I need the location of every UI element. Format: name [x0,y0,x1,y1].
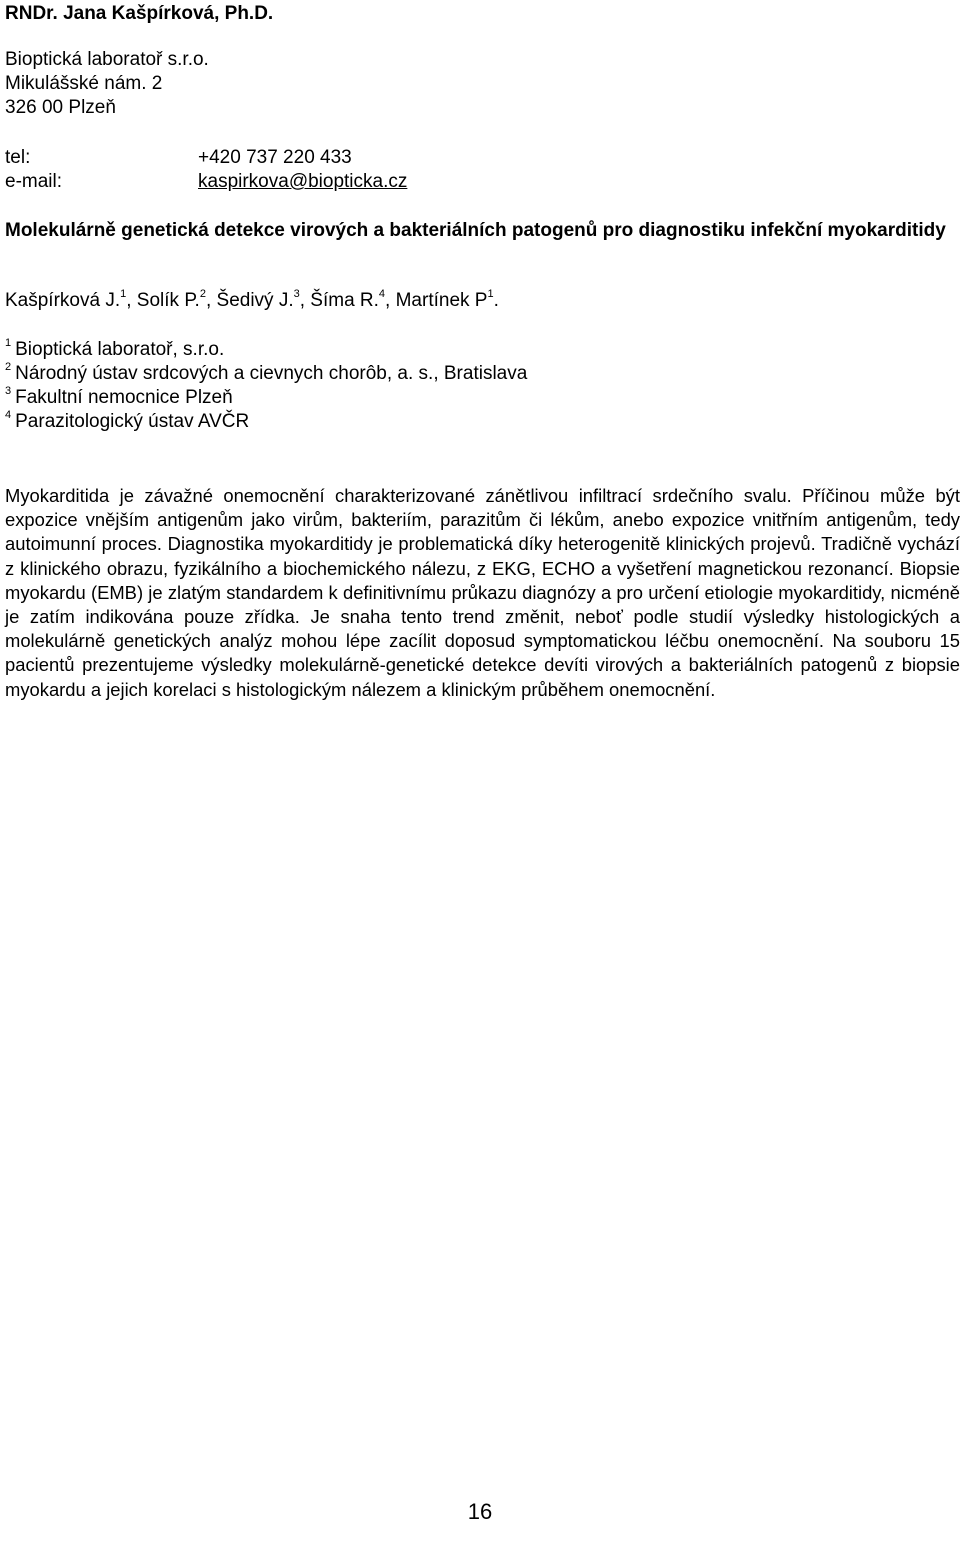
author-separator: , [385,290,396,311]
author-entry [5,290,137,311]
author-list [5,289,499,315]
author-affil-ref: 1 [120,288,127,300]
paper-title: Molekulárně genetická detekce virových a bakteriálních patogenů pro diagnostiku infekční myokarditidy [5,220,946,241]
email-row [5,170,605,194]
affiliation-item [5,386,527,410]
author-separator: , [126,290,137,311]
abstract-paragraph: Myokarditida je závažné onemocnění charakterizované zánětlivou infiltrací srdečního svalu. Příčinou může být expozice vnějším antigenům jako virům, bakteriím, parazitům či lékům, anebo expozice vnitřním antigenům, tedy autoimunní proces. Diagnostika myokarditidy je problematická díky heterogenitě klinických projevů. Tradičně vychází z klinického obrazu, fyzikálního a biochemického nálezu, z EKG, ECHO a vyšetření magnetickou rezonancí. Biopsie myokardu (EMB) je zlatým standardem k definitivnímu průkazu diagnózy a pro určení etiologie myokarditidy, nicméně je zatím indikována pouze zřídka. Je snaha tento trend změnit, neboť podle studií výsledky histologických a molekulárně genetických analýz mohou lépe zacílit doposud symptomatickou léčbu onemocnění. Na souboru 15 pacientů prezentujeme výsledky molekulárně-genetické detekce devíti virových a bakteriálních patogenů z biopsie myokardu a jejich korelaci s histologickým nálezem a klinickým průběhem onemocnění. [5,485,960,700]
affiliation-text: Fakultní nemocnice Plzeň [15,387,233,408]
contact-info [5,146,605,194]
author-separator: . [493,290,499,311]
author-affil-ref: 3 [293,288,300,300]
tel-label: tel: [5,147,31,168]
affiliation-item [5,410,527,434]
address-line: Mikulášské nám. 2 [5,73,163,94]
affiliation-number: 2 [5,361,12,373]
affiliation-list [5,338,527,434]
affiliation-number: 1 [5,337,12,349]
author-entry [217,290,311,311]
author-item-name: Solík P. [136,290,200,311]
author-entry [396,290,499,311]
author-item-name: Kašpírková J. [5,290,121,311]
author-affil-ref: 4 [378,288,386,300]
author-name: RNDr. Jana Kašpírková, Ph.D. [5,3,274,24]
author-affil-ref: 2 [199,288,206,300]
affiliation-item [5,362,527,386]
address-line: 326 00 Plzeň [5,97,116,118]
affiliation-item [5,338,527,362]
author-item-name: Šedivý J. [216,290,294,311]
email-link[interactable]: kaspirkova@biopticka.cz [198,171,408,192]
author-entry [310,290,395,311]
address-line: Bioptická laboratoř s.r.o. [5,49,209,70]
author-separator: , [205,290,217,311]
author-entry [137,290,217,311]
tel-row [5,146,605,170]
affiliation-text: Národný ústav srdcových a cievnych chorôb, a. s., Bratislava [15,363,528,384]
author-item-name: Martínek P [395,290,488,311]
author-separator: , [299,290,311,311]
page-number: 16 [467,1499,493,1524]
affiliation-number: 3 [5,385,12,397]
author-address [5,48,209,120]
email-label: e-mail: [5,171,63,192]
tel-value: +420 737 220 433 [198,147,352,168]
author-item-name: Šíma R. [310,290,379,311]
affiliation-number: 4 [5,409,12,421]
author-affil-ref: 1 [487,288,494,300]
affiliation-text: Bioptická laboratoř, s.r.o. [15,339,225,360]
affiliation-text: Parazitologický ústav AVČR [15,411,250,432]
